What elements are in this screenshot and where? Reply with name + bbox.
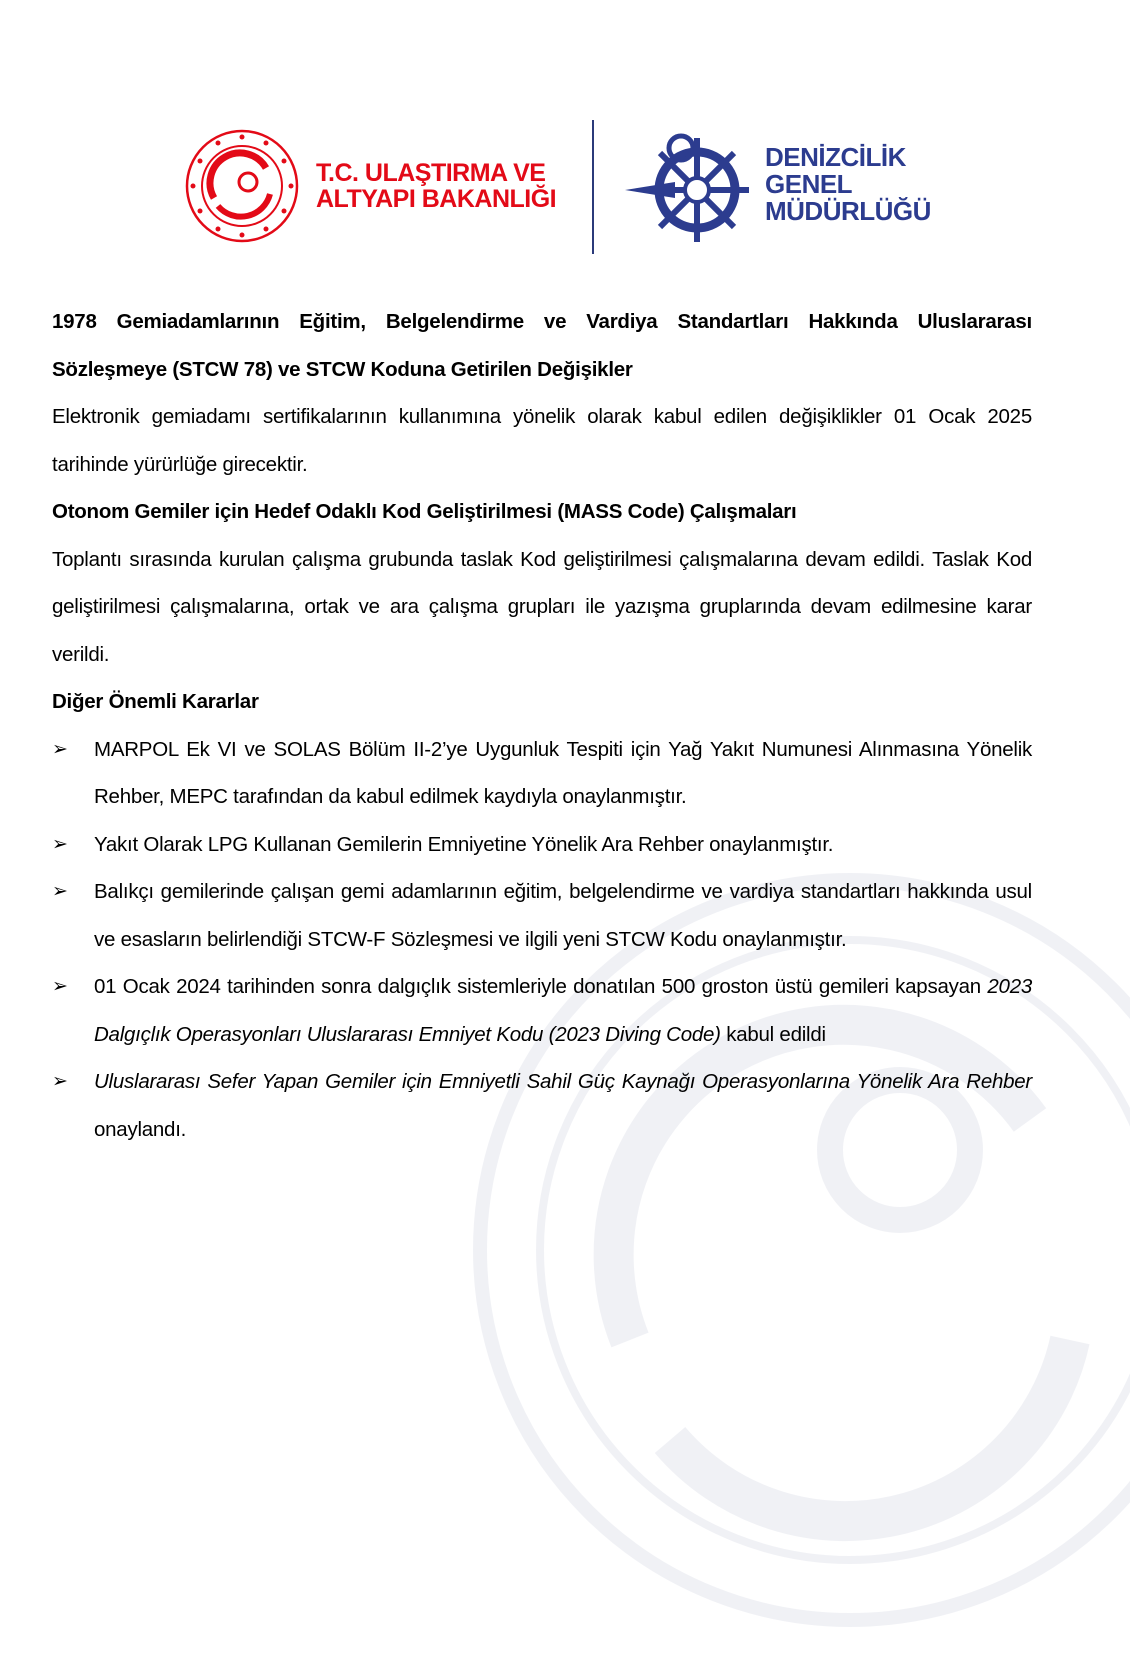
other-decisions-heading: Diğer Önemli Kararlar — [52, 690, 259, 713]
arrow-bullet-icon: ➢ — [52, 738, 68, 760]
list-item-text: Yakıt Olarak LPG Kullanan Gemilerin Emniyetine Yönelik Ara Rehber onaylanmıştır. — [94, 832, 834, 856]
stcw-paragraph: Elektronik gemiadamı sertifikalarının kullanımına yönelik olarak kabul edilen değişiklikler 01 Ocak 2025 tarihinde yürürlüğe girecektir. — [52, 405, 1032, 476]
arrow-bullet-icon: ➢ — [52, 976, 68, 997]
dgm-name-line2: GENEL — [765, 169, 853, 199]
ministry-name-line1: T.C. ULAŞTIRMA VE — [316, 159, 546, 187]
mass-heading: Otonom Gemiler için Hedef Odaklı Kod Geliştirilmesi (MASS Code) Çalışmaları — [52, 500, 797, 523]
document-body — [52, 298, 1032, 1153]
list-item-italic-title: 2023 Dalgıçlık Operasyonları Uluslararası Emniyet Kodu (2023 Diving Code) — [94, 975, 1032, 1046]
list-item-text: 01 Ocak 2024 tarihinden sonra dalgıçlık sistemleriyle donatılan 500 groston üstü gemileri kapsayan — [94, 975, 988, 998]
ministry-name — [316, 160, 556, 212]
list-item — [52, 1058, 1032, 1153]
list-item — [52, 726, 1032, 821]
dgm-name-line3: MÜDÜRLÜĞÜ — [765, 196, 931, 226]
list-item-italic-title: Uluslararası Sefer Yapan Gemiler için Emniyetli Sahil Güç Kaynağı Operasyonlarına Yönelik Ara Rehber — [94, 1070, 1032, 1093]
stcw-heading: 1978 Gemiadamlarının Eğitim, Belgelendirme ve Vardiya Standartları Hakkında Uluslararası Sözleşmeye (STCW 78) ve STCW Koduna Getirilen Değişikler — [52, 310, 1032, 381]
dgm-name-line1: DENİZCİLİK — [765, 142, 906, 172]
arrow-bullet-icon: ➢ — [52, 1071, 68, 1092]
list-item-text: onaylandı. — [94, 1117, 187, 1141]
list-item-text: kabul edildi — [720, 1022, 826, 1046]
list-item — [52, 868, 1032, 963]
list-item-text: Balıkçı gemilerinde çalışan gemi adamlarının eğitim, belgelendirme ve vardiya standartları hakkında usul ve esasların belirlendiği STCW-F Sözleşmesi ve ilgili yeni STCW Kodu onaylanmıştır. — [94, 880, 1032, 951]
dgm-name — [765, 144, 931, 225]
list-item — [52, 821, 1032, 869]
mass-paragraph: Toplantı sırasında kurulan çalışma grubunda taslak Kod geliştirilmesi çalışmalarına devam edildi. Taslak Kod geliştirilmesi çalışmalarına, ortak ve ara çalışma grupları ile yazışma gruplarında devam edilmesine karar verildi. — [52, 547, 1032, 666]
list-item-text: MARPOL Ek VI ve SOLAS Bölüm II-2’ye Uygunluk Tespiti için Yağ Yakıt Numunesi Alınmasına Yönelik Rehber, MEPC tarafından da kabul edilmek kaydıyla onaylanmıştır. — [94, 737, 1032, 808]
ship-wheel-anchor-icon — [625, 128, 755, 248]
ministry-emblem-icon — [184, 128, 300, 244]
arrow-bullet-icon: ➢ — [52, 881, 68, 902]
arrow-bullet-icon: ➢ — [52, 833, 68, 855]
header-divider — [592, 120, 594, 254]
list-item — [52, 963, 1032, 1058]
decisions-list — [52, 726, 1032, 1154]
letterhead — [0, 118, 1130, 258]
ministry-name-line2: ALTYAPI BAKANLIĞI — [316, 185, 557, 213]
